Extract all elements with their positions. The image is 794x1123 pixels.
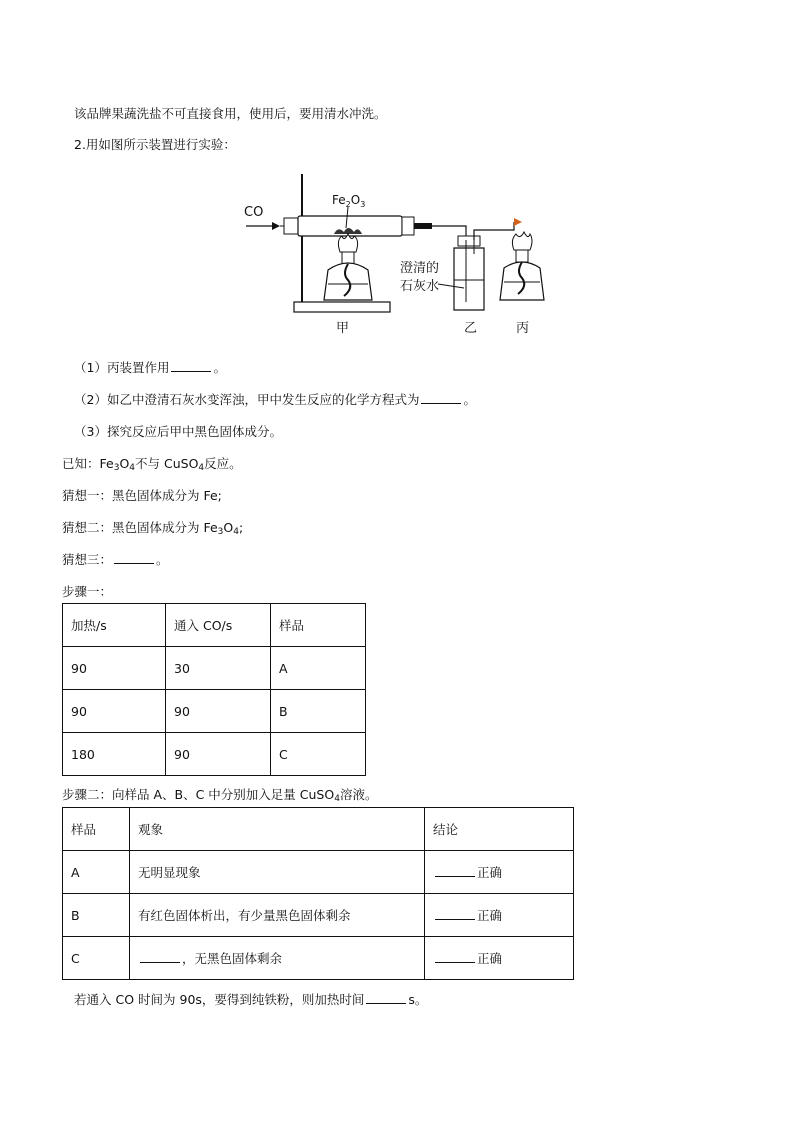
answer-blank-q1 bbox=[171, 359, 211, 372]
co-label: CO bbox=[244, 205, 264, 220]
table-header: 通入 CO/s bbox=[166, 604, 271, 647]
stopper-left bbox=[284, 218, 298, 234]
table-cell: 90 bbox=[63, 647, 166, 690]
table-row bbox=[63, 808, 574, 851]
lamp-neck-bing bbox=[516, 250, 528, 262]
known-info: 已知：$Fe_3O_4$不与 CuSO$_4$反应。 bbox=[62, 456, 242, 473]
question-2: （2）如乙中澄清石灰水变浑浊，甲中发生反应的化学方程式为 。 bbox=[74, 392, 476, 407]
table-header: 样品 bbox=[271, 604, 366, 647]
table-cell: 正确 bbox=[425, 851, 574, 894]
table-cell: 无明显现象 bbox=[130, 851, 425, 894]
label-bing: 丙 bbox=[516, 321, 530, 336]
step-2: 步骤二：向样品 A、B、C 中分别加入足量 CuSO$_4$溶液。 bbox=[62, 787, 378, 804]
table-cell: B bbox=[63, 894, 130, 937]
table-cell: C bbox=[63, 937, 130, 980]
flame-bing bbox=[512, 232, 532, 250]
table-row bbox=[63, 851, 574, 894]
table-cell: ，无黑色固体剩余 bbox=[130, 937, 425, 980]
exhaust-flame bbox=[514, 218, 522, 226]
answer-blank bbox=[435, 864, 475, 877]
table-row bbox=[63, 647, 366, 690]
table-header: 结论 bbox=[425, 808, 574, 851]
rubber-joint bbox=[414, 223, 432, 229]
table-cell: 30 bbox=[166, 647, 271, 690]
limewater-label-1: 澄清的 bbox=[400, 261, 440, 276]
table-header: 样品 bbox=[63, 808, 130, 851]
answer-blank bbox=[140, 950, 180, 963]
intro-line: 该品牌果蔬洗盐不可直接食用，使用后，要用清水冲洗。 bbox=[74, 106, 387, 121]
table-cell: A bbox=[271, 647, 366, 690]
bottle-yi bbox=[454, 248, 484, 310]
guess-1: 猜想一：黑色固体成分为 Fe; bbox=[62, 488, 222, 503]
limewater-label-2: 石灰水 bbox=[400, 279, 440, 294]
label-yi: 乙 bbox=[464, 321, 478, 336]
label-jia: 甲 bbox=[336, 321, 350, 336]
table-cell: 正确 bbox=[425, 894, 574, 937]
table-cell: 180 bbox=[63, 733, 166, 776]
lamp-body-bing bbox=[500, 262, 544, 300]
stopper-right bbox=[402, 217, 414, 235]
answer-blank-final bbox=[366, 991, 406, 1004]
table-cell: C bbox=[271, 733, 366, 776]
table-cell: A bbox=[63, 851, 130, 894]
co-arrowhead bbox=[272, 222, 280, 230]
table-header: 观象 bbox=[130, 808, 425, 851]
table-row bbox=[63, 937, 574, 980]
guess-2: 猜想二：黑色固体成分为 $Fe_3O_4$; bbox=[62, 520, 244, 537]
table-header: 加热/s bbox=[63, 604, 166, 647]
table-cell: 90 bbox=[166, 690, 271, 733]
answer-blank bbox=[435, 907, 475, 920]
flame-jia bbox=[338, 234, 357, 252]
table-step2 bbox=[62, 807, 574, 980]
answer-blank-q2 bbox=[421, 391, 461, 404]
question-title: 2.用如图所示装置进行实验： bbox=[74, 137, 236, 152]
table-row bbox=[63, 690, 366, 733]
guess-3: 猜想三： 。 bbox=[62, 552, 169, 567]
table-step1 bbox=[62, 603, 366, 776]
bottle-stopper bbox=[458, 236, 480, 246]
table-cell: 正确 bbox=[425, 937, 574, 980]
apparatus-figure bbox=[238, 170, 558, 340]
final-question: 若通入 CO 时间为 90s，要得到纯铁粉，则加热时间 s。 bbox=[74, 992, 428, 1007]
fe2o3-label: $Fe_2O_3$ bbox=[332, 193, 366, 209]
table-cell: 90 bbox=[166, 733, 271, 776]
table-cell: 90 bbox=[63, 690, 166, 733]
stand-base bbox=[294, 302, 390, 312]
question-1: （1）丙装置作用 。 bbox=[74, 360, 226, 375]
table-cell: B bbox=[271, 690, 366, 733]
question-3: （3）探究反应后甲中黑色固体成分。 bbox=[74, 424, 282, 439]
answer-blank-guess3 bbox=[114, 551, 154, 564]
table-row bbox=[63, 733, 366, 776]
table-row bbox=[63, 604, 366, 647]
answer-blank bbox=[435, 950, 475, 963]
step-1-label: 步骤一： bbox=[62, 584, 113, 599]
table-row bbox=[63, 894, 574, 937]
lamp-neck-jia bbox=[342, 252, 354, 264]
table-cell: 有红色固体析出，有少量黑色固体剩余 bbox=[130, 894, 425, 937]
